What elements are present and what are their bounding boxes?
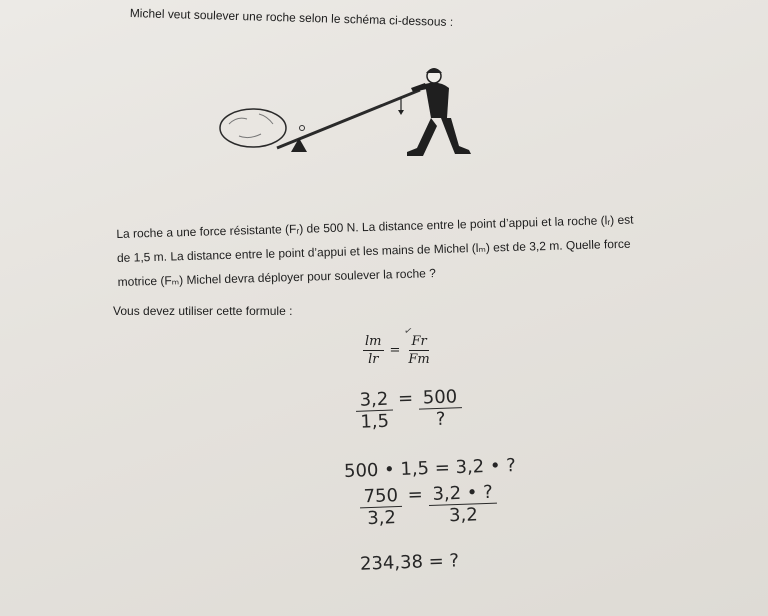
hw-step1-equals: = [397, 387, 414, 410]
lever-rock-diagram-icon [215, 62, 475, 162]
lever-formula [360, 334, 435, 367]
handwritten-step-1 [355, 386, 462, 433]
hw-step3-equals: = [407, 484, 424, 506]
lever-diagram [215, 62, 475, 162]
hw-step3-right-fraction [428, 482, 498, 527]
handwritten-step-2: 500 • 1,5 = 3,2 • ? [343, 455, 517, 482]
intro-text: Michel veut soulever une roche selon le schéma ci-dessous : [129, 6, 454, 30]
problem-line-2: de 1,5 m. La distance entre le point d’appui et les mains de Michel (lₘ) est de 3,2 m. Quelle force [116, 236, 631, 265]
check-mark-icon: ✓ [403, 325, 414, 338]
hw-step1-right-num: 500 [418, 386, 461, 409]
formula-equals: = [389, 343, 401, 358]
hw-step3-left-num: 750 [359, 485, 402, 508]
hw-step3-left-fraction [359, 485, 403, 529]
problem-statement [116, 206, 678, 294]
hw-step1-right-den: ? [435, 408, 446, 431]
problem-line-1: La roche a une force résistante (Fᵣ) de 500 N. La distance entre le point d’appui et la roche (lᵣ) est [116, 212, 634, 241]
formula-right-fraction [406, 334, 431, 367]
formula-left-fraction [363, 334, 384, 367]
hw-step1-left-num: 3,2 [355, 389, 392, 412]
formula-left-numerator: lm [365, 334, 382, 349]
hw-step3-right-num: 3,2 • ? [428, 482, 497, 506]
instruction-text: Vous devez utiliser cette formule : [113, 304, 293, 318]
handwritten-step-4: 234,38 = ? [359, 550, 460, 575]
problem-line-3: motrice (Fₘ) Michel devra déployer pour soulever la roche ? [117, 266, 437, 289]
hw-step1-left-fraction [355, 389, 393, 433]
formula-left-denominator: lr [368, 352, 379, 367]
hw-step3-left-den: 3,2 [366, 507, 397, 530]
formula-right-numerator: Fr [411, 334, 427, 349]
hw-step3-right-den: 3,2 [448, 504, 479, 527]
hw-step1-left-den: 1,5 [360, 410, 390, 433]
formula-right-denominator: Fm [408, 352, 430, 367]
handwritten-step-3 [359, 482, 498, 530]
hw-step1-right-fraction [418, 386, 462, 430]
